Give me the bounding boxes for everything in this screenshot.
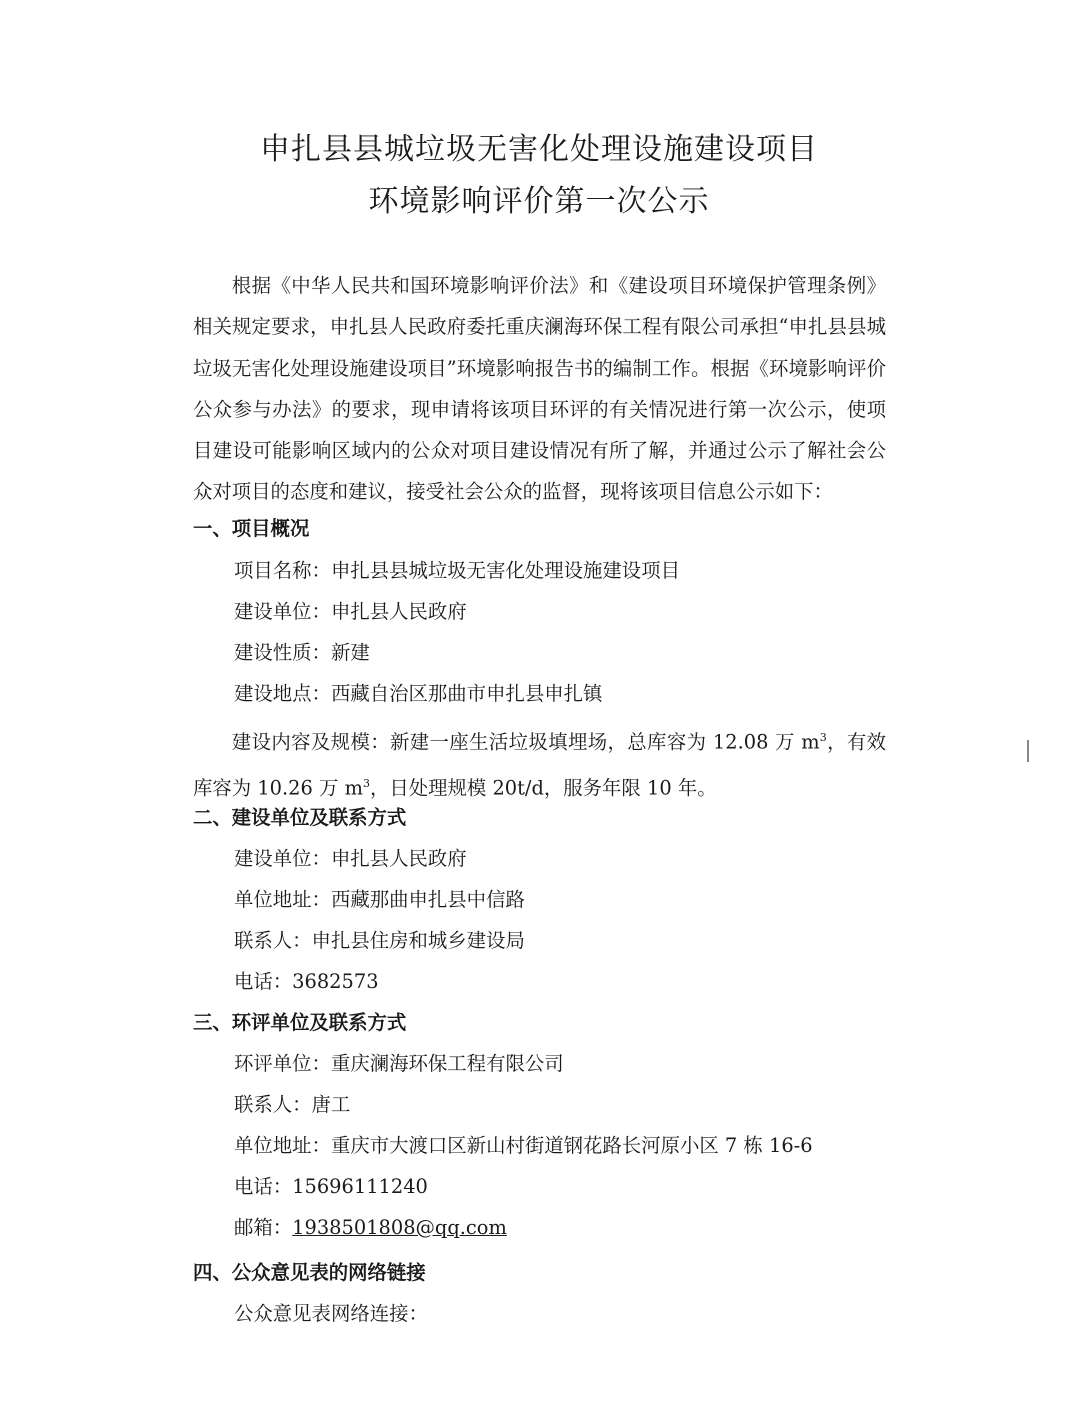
section3-phone: 电话：15696111240 bbox=[234, 1175, 428, 1198]
build-scale bbox=[193, 717, 886, 809]
section2-phone: 电话：3682573 bbox=[234, 970, 379, 993]
project-name: 项目名称：申扎县县城垃圾无害化处理设施建设项目 bbox=[234, 559, 680, 582]
superscript-3: 3 bbox=[819, 731, 827, 744]
section2-unit: 建设单位：申扎县人民政府 bbox=[234, 847, 467, 870]
email-label: 邮箱： bbox=[234, 1216, 293, 1239]
scale-text-3: ，日处理规模 20t/d，服务年限 10 年。 bbox=[369, 776, 717, 800]
document-title-line1: 申扎县县城垃圾无害化处理设施建设项目 bbox=[260, 132, 818, 167]
superscript-3: 3 bbox=[362, 776, 370, 790]
intro-paragraph: 根据《中华人民共和国环境影响评价法》和《建设项目环境保护管理条例》相关规定要求，申扎县人民政府委托重庆澜海环保工程有限公司承担“申扎县县城垃圾无害化处理设施建设项目”环境影响报告书的编制工作。根据《环境影响评价公众参与办法》的要求，现申请将该项目环评的有关情况进行第一次公示，使项目建设可能影响区域内的公众对项目建设情况有所了解，并通过公示了解社会公众对项目的态度和建议，接受社会公众的监督，现将该项目信息公示如下： bbox=[193, 274, 886, 504]
scale-text-1: 建设内容及规模：新建一座生活垃圾填埋场，总库容为 12.08 万 m bbox=[231, 730, 820, 754]
section3-contact: 联系人：唐工 bbox=[234, 1093, 351, 1116]
section2-address: 单位地址：西藏那曲申扎县中信路 bbox=[234, 888, 525, 911]
section3-address: 单位地址：重庆市大渡口区新山村街道钢花路长河原小区 7 栋 16-6 bbox=[234, 1134, 813, 1157]
section4-heading: 四、公众意见表的网络链接 bbox=[193, 1261, 426, 1284]
section1-heading: 一、项目概况 bbox=[193, 517, 310, 540]
public-opinion-link-label: 公众意见表网络连接： bbox=[234, 1302, 428, 1325]
section3-unit: 环评单位：重庆澜海环保工程有限公司 bbox=[234, 1052, 564, 1075]
section2-heading: 二、建设单位及联系方式 bbox=[193, 806, 407, 829]
scan-artifact bbox=[1027, 740, 1029, 762]
section3-heading: 三、环评单位及联系方式 bbox=[193, 1011, 407, 1034]
builder-unit: 建设单位：申扎县人民政府 bbox=[234, 600, 467, 623]
section3-email-row bbox=[234, 1212, 507, 1240]
build-location: 建设地点：西藏自治区那曲市申扎县申扎镇 bbox=[234, 682, 603, 705]
scale-text-2: ，有效库容为 10.26 万 m bbox=[193, 730, 887, 800]
build-nature: 建设性质：新建 bbox=[234, 641, 370, 664]
email-link[interactable]: 1938501808@qq.com bbox=[292, 1216, 507, 1239]
document-title-line2: 环境影响评价第一次公示 bbox=[368, 184, 710, 219]
section2-contact: 联系人：申扎县住房和城乡建设局 bbox=[234, 929, 525, 952]
